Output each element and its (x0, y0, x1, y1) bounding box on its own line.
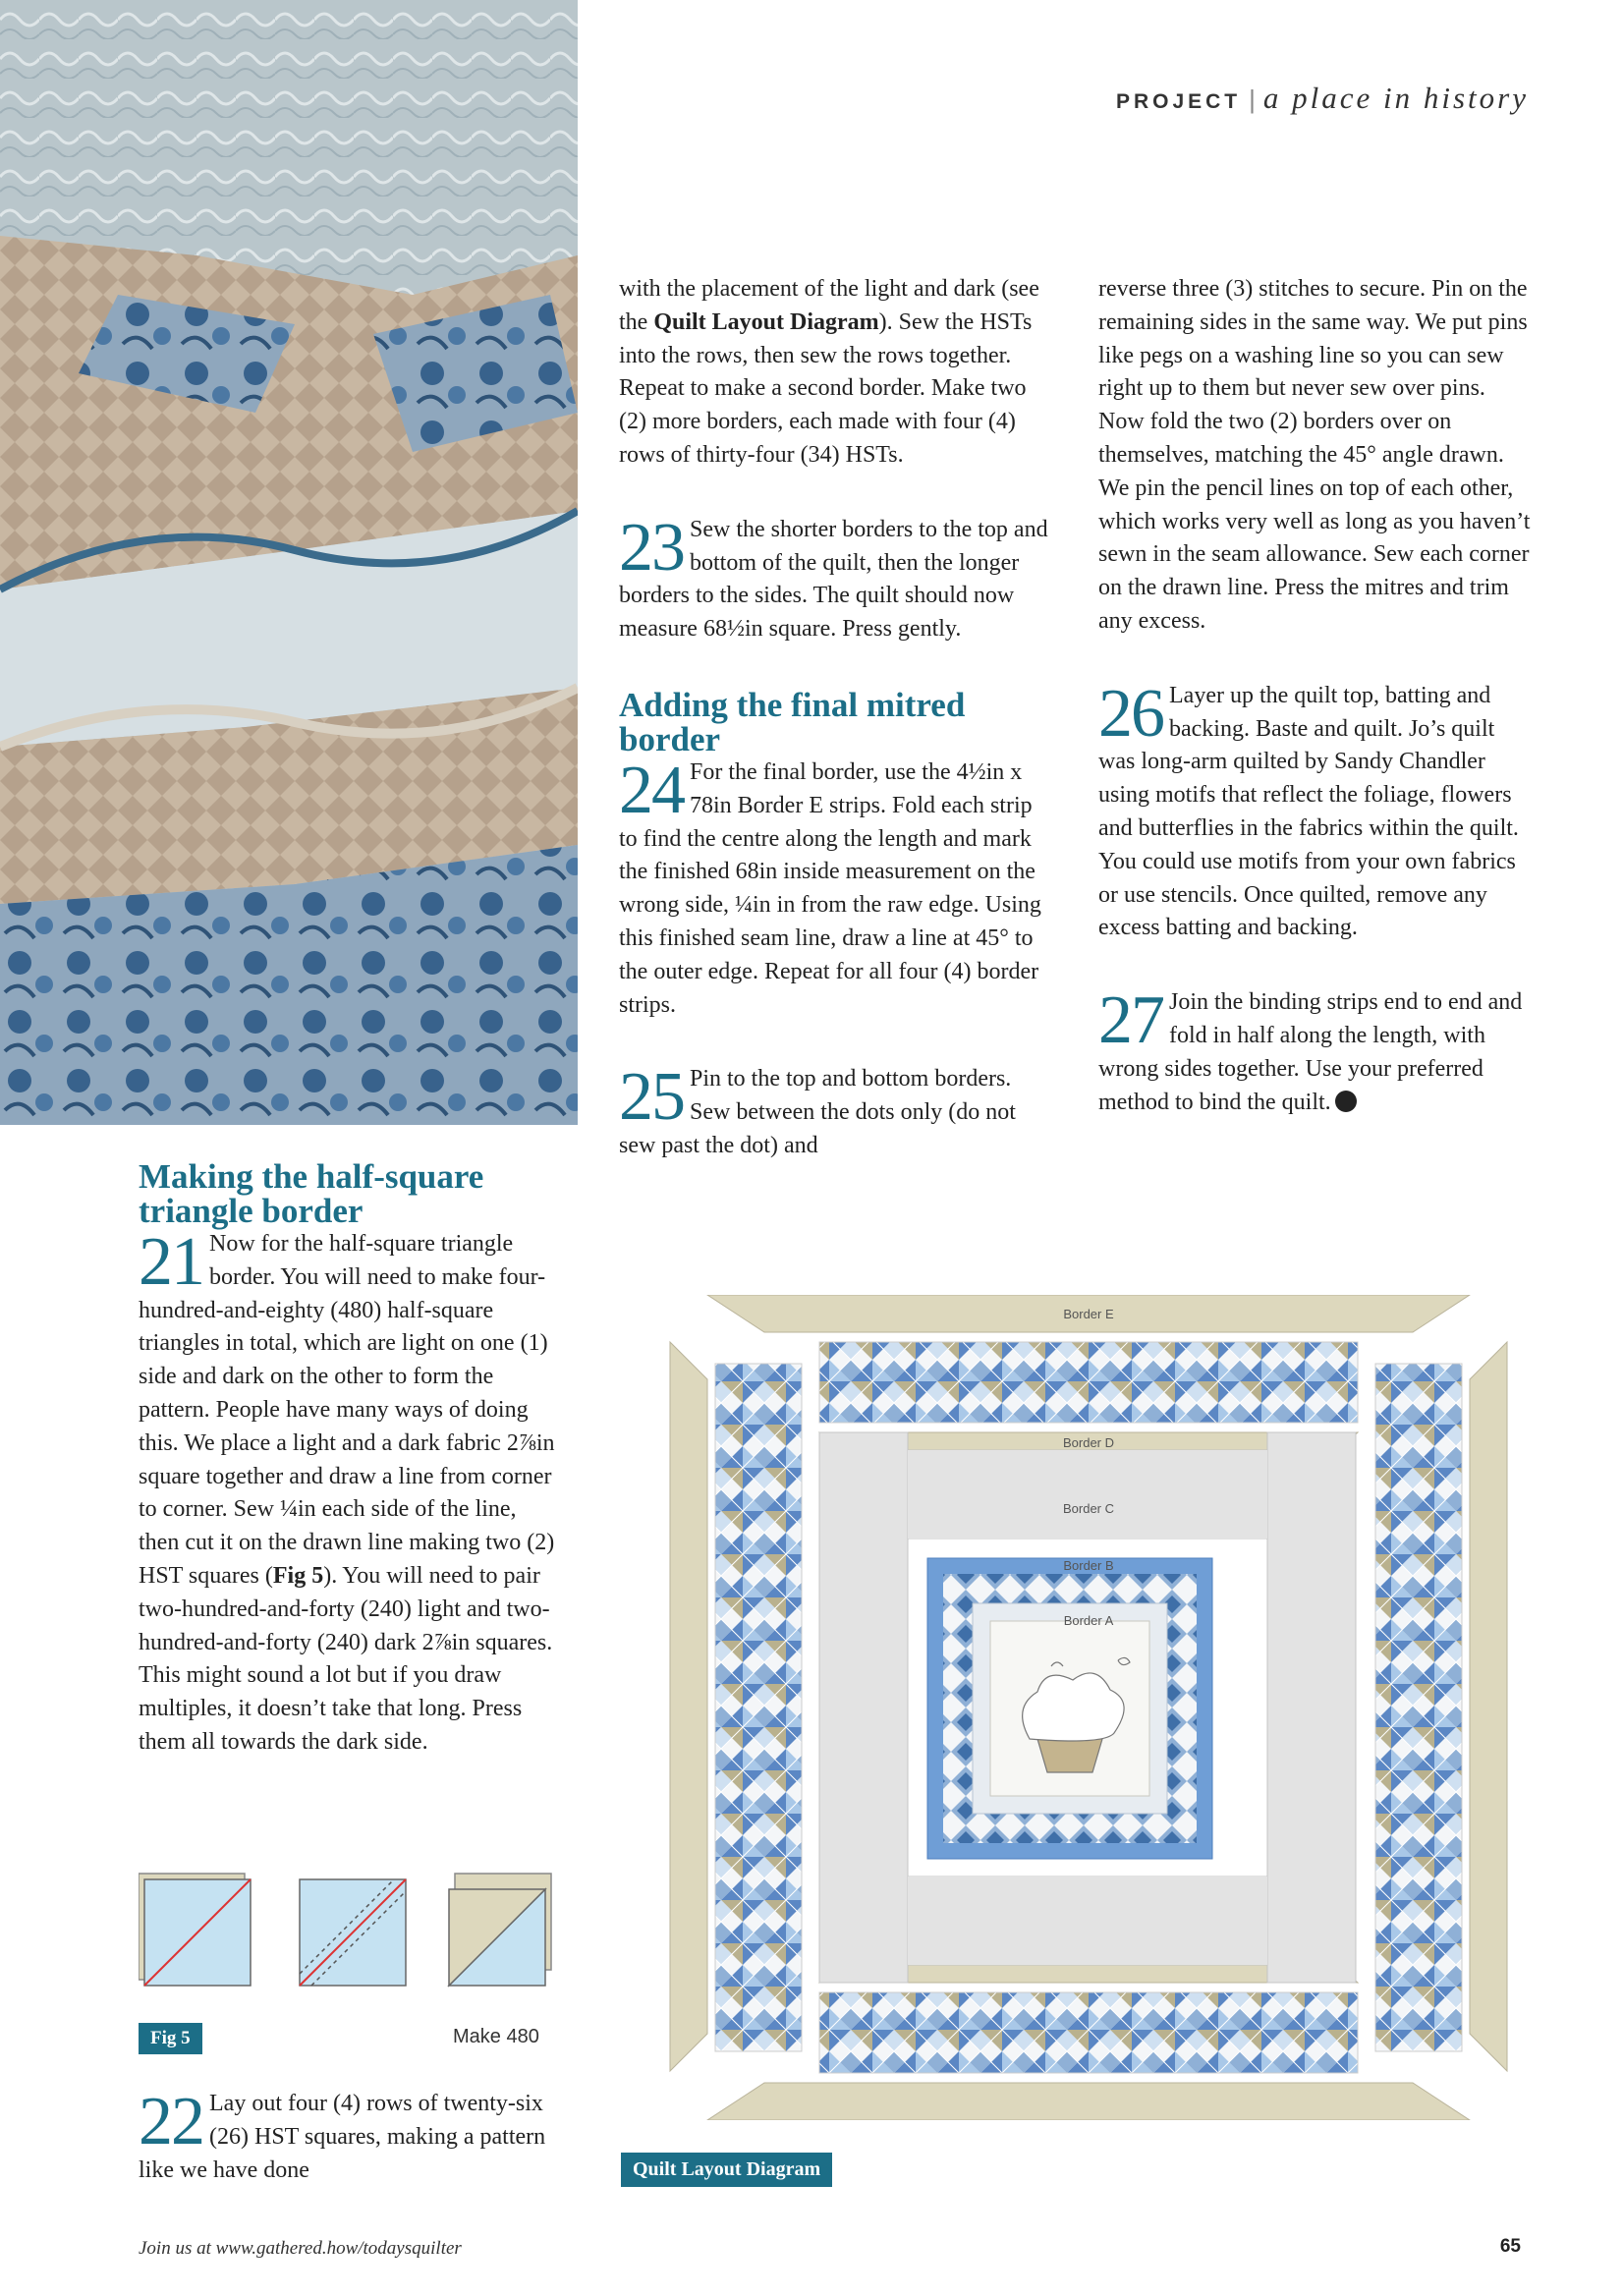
step-25 (619, 1059, 1051, 1162)
fig-reference: Fig 5 (272, 1562, 324, 1589)
diagram-reference: Quilt Layout Diagram (653, 308, 879, 335)
step-text: Layer up the quilt top, batting and backing. Baste and quilt. Jo’s quilt was long-arm quilted by Sandy Chandler using motifs that reflect the foliage, flowers and butterflies in the fabrics within the quilt. You could use motifs from your own fabrics or use stencils. Once quilted, remove any excess batting and backing. (1098, 682, 1519, 941)
step-number: 22 (139, 2084, 203, 2159)
section-subtitle: a place in history (1262, 81, 1529, 115)
step-22-continued (619, 273, 1051, 473)
end-mark-icon (1335, 1091, 1357, 1112)
step-number: 24 (619, 752, 684, 828)
quilt-layout-diagram (656, 1295, 1521, 2120)
step-25-continued: reverse three (3) stitches to secure. Pin on the remaining sides in the same way. We put pins like pegs on a washing line so you can sew right up to them but never sew over pins. Now fold the two (2) borders over on themselves, matching the 45° angle drawn. We pin the pencil lines on top of each other, which works very well as long as you haven’t sewn in the seam allowance. Sew each corner on the drawn line. Press the mitres and trim any excess. (1098, 276, 1531, 634)
fig5-label: Fig 5 (139, 2023, 202, 2054)
page-number: 65 (1499, 2236, 1521, 2257)
column-left-bottom (139, 2084, 561, 2187)
step-text: Join the binding strips end to end and fold in half along the length, with wrong sides together. Use your preferred method to bind the quilt. (1098, 989, 1523, 1115)
make-count-label: Make 480 (453, 2026, 539, 2047)
step-26 (1098, 675, 1531, 945)
step-number: 23 (619, 509, 684, 586)
step-number: 26 (1098, 675, 1163, 752)
step-text: Now for the half-square triangle border. You will need to make four-hundred-and-eighty (480) half-square triangles in total, which are light on one (1) side and dark on the other to form the pattern. People have many ways of doing this. We place a light and a dark fabric 2⅞in square together and draw a line from corner to corner. Sew ¼in each side of the line, then cut it on the drawn line making two (2) HST squares ( (139, 1231, 555, 1589)
column-left (139, 1159, 561, 1760)
border-e-bottom (707, 2083, 1470, 2120)
border-e-left (670, 1342, 707, 2071)
step-number: 21 (139, 1224, 203, 1300)
border-e-right (1470, 1342, 1507, 2071)
hst-border-right (1375, 1364, 1462, 2051)
step-21 (139, 1224, 561, 1760)
heading-hst-border: Making the half-square triangle border (139, 1157, 484, 1230)
border-d-label: Border D (1062, 1435, 1115, 1450)
step-23 (619, 509, 1051, 646)
step-27 (1098, 982, 1531, 1119)
section-label: PROJECT (1115, 90, 1242, 113)
step-text: For the final border, use the 4½in x 78in Border E strips. Fold each strip to find the centre along the length and mark the finished 68in inside measurement on the wrong side, ¼in in from the raw edge. Using this finished seam line, draw a line at 45° to the outer edge. Repeat for all four (4) border strips. (619, 758, 1041, 1018)
column-right (1098, 273, 1531, 1119)
hst-border-top (819, 1342, 1358, 1423)
step-text: Pin to the top and bottom borders. Sew between the dots only (do not sew past the dot) and (619, 1066, 1016, 1158)
step-number: 25 (619, 1059, 684, 1136)
text: ). Sew the HSTs into the rows, then sew the rows together. Repeat to make a second border. Make two (2) more borders, each made with four (4) rows of thirty-four (34) HSTs. (619, 308, 1033, 468)
hst-border-left (715, 1364, 802, 2051)
diagram-caption: Quilt Layout Diagram (621, 2153, 832, 2187)
step-text: Sew the shorter borders to the top and bottom of the quilt, then the longer borders to the sides. The quilt should now measure 68½in square. Press gently. (619, 516, 1048, 643)
border-c-left (819, 1432, 908, 1983)
step-22 (139, 2084, 561, 2187)
border-a-label: Border A (1063, 1613, 1114, 1628)
step-text-cont: ). You will need to pair two-hundred-and-forty (240) light and two-hundred-and-forty (240) dark 2⅞in squares. This might sound a lot but if you draw multiples, it doesn’t take that long. Press them all towards the dark side. (139, 1562, 553, 1755)
border-c-label: Border C (1062, 1501, 1115, 1516)
quilt-photo (0, 0, 578, 1125)
step-24 (619, 752, 1051, 1022)
page-header (1116, 81, 1529, 116)
column-middle (619, 273, 1051, 1163)
border-b-label: Border B (1063, 1558, 1114, 1573)
step-text: Lay out four (4) rows of twenty-six (26) HST squares, making a pattern like we have done (139, 2091, 546, 2183)
hst-border-bottom (819, 1992, 1358, 2073)
border-c-right (1267, 1432, 1356, 1983)
header-separator: | (1249, 84, 1256, 114)
border-e-label: Border E (1063, 1307, 1114, 1321)
step-number: 27 (1098, 982, 1163, 1059)
fig5-illustration (139, 1872, 561, 1994)
text: with the placement of the light and dark (see the (619, 276, 1039, 335)
footer-website: Join us at www.gathered.how/todaysquilter (139, 2238, 462, 2259)
heading-mitred-border: Adding the final mitred border (619, 685, 966, 758)
